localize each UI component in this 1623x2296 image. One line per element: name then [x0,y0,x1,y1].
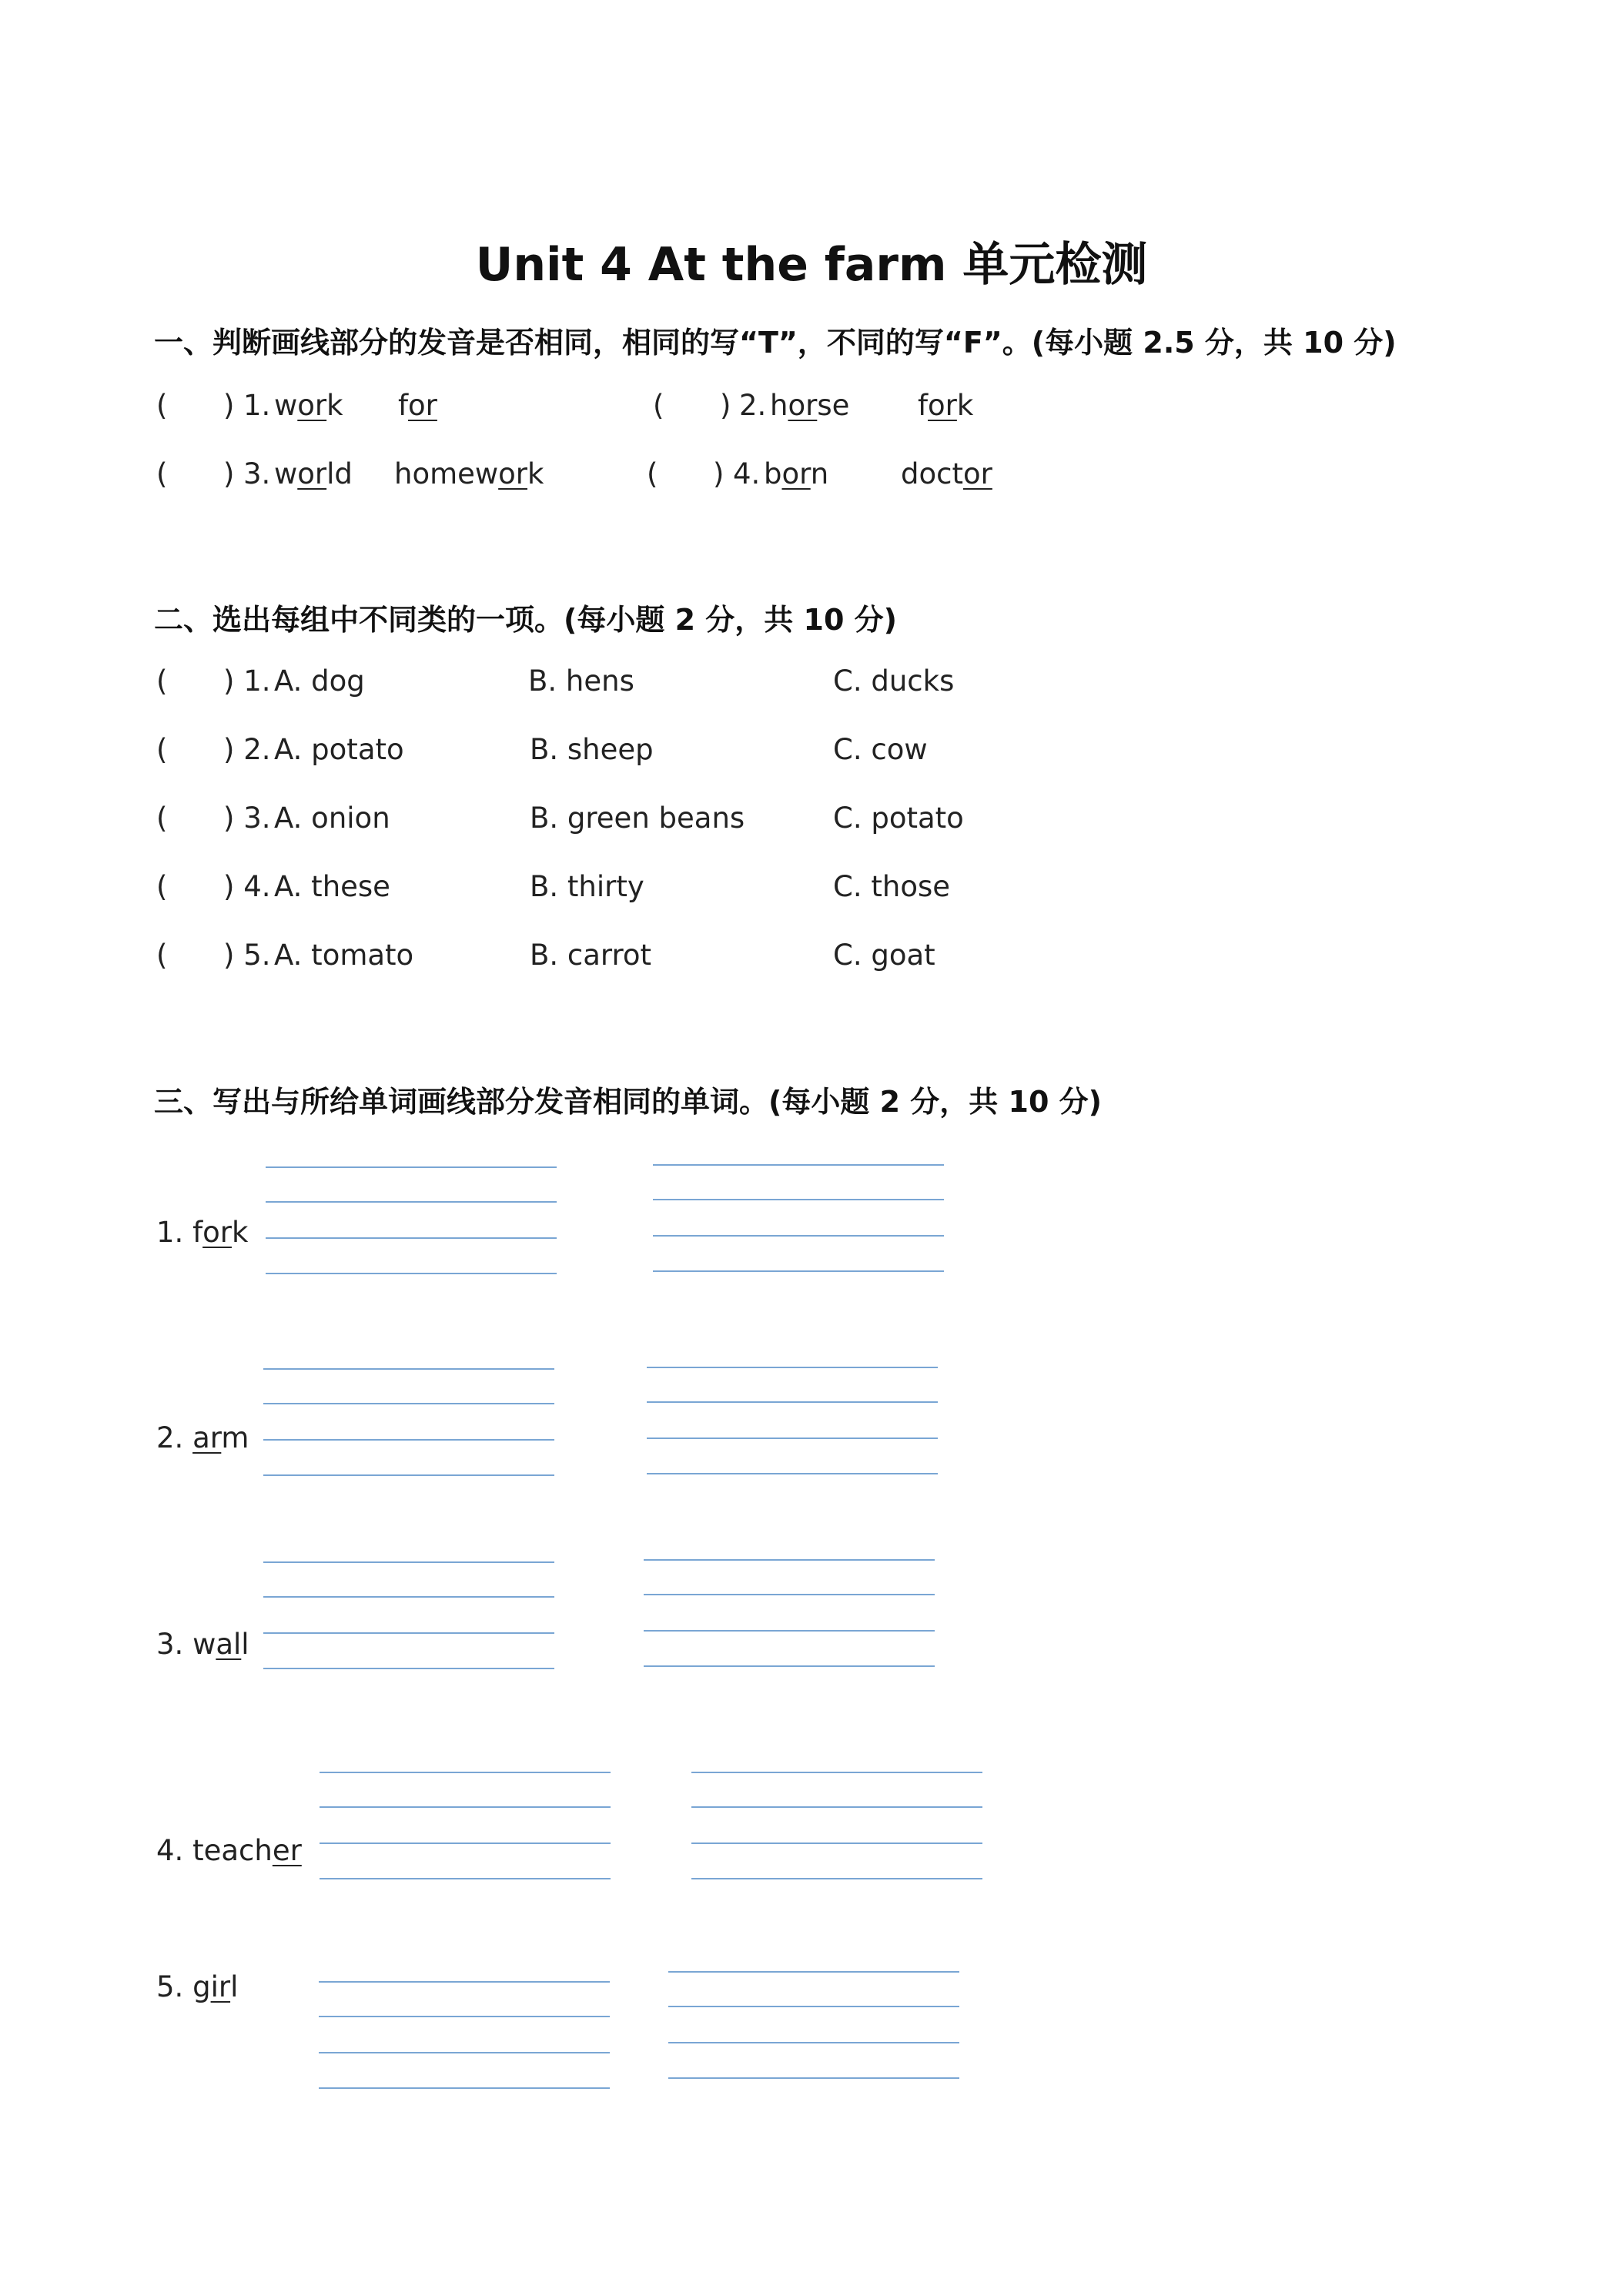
option-a: A. onion [274,802,390,835]
item-number: ) 3. [223,802,271,835]
writing-line[interactable] [644,1630,935,1632]
writing-line[interactable] [263,1632,554,1634]
writing-line[interactable] [668,1971,959,1973]
answer-paren-close: ) [720,389,731,422]
writing-line[interactable] [653,1235,944,1237]
answer-paren-open[interactable]: ( [647,457,658,490]
given-word: 5. girl [156,1970,239,2003]
writing-line[interactable] [647,1401,938,1403]
writing-line[interactable] [266,1237,557,1239]
writing-line[interactable] [653,1164,944,1166]
word-2: doctor [901,457,992,490]
writing-line[interactable] [263,1439,554,1441]
writing-line[interactable] [653,1199,944,1200]
option-c: C. cow [833,733,928,766]
answer-paren-close: ) [223,389,235,422]
option-c: C. potato [833,802,964,835]
writing-line[interactable] [668,2006,959,2007]
option-c: C. goat [833,939,935,972]
section2-heading: 二、选出每组中不同类的一项。(每小题 2 分，共 10 分) [154,603,897,637]
answer-paren-open[interactable]: ( [156,939,168,972]
item-number: 3. [243,457,271,490]
writing-line[interactable] [263,1474,554,1476]
writing-line[interactable] [691,1806,982,1808]
writing-line[interactable] [263,1668,554,1669]
writing-line[interactable] [647,1438,938,1439]
word-2: for [398,389,437,422]
writing-line[interactable] [266,1201,557,1203]
writing-line[interactable] [320,1806,611,1808]
item-number: ) 4. [223,870,271,903]
option-c: C. those [833,870,950,903]
writing-line[interactable] [319,2016,610,2017]
given-word: 1. fork [156,1216,249,1249]
option-c: C. ducks [833,664,955,698]
answer-paren-close: ) [713,457,724,490]
option-a: A. these [274,870,390,903]
writing-line[interactable] [644,1594,935,1595]
writing-line[interactable] [647,1367,938,1368]
item-number: ) 5. [223,939,271,972]
writing-line[interactable] [266,1166,557,1168]
writing-line[interactable] [668,2042,959,2043]
option-b: B. carrot [530,939,652,972]
writing-line[interactable] [320,1772,611,1773]
option-b: B. hens [528,664,634,698]
section1-heading: 一、判断画线部分的发音是否相同，相同的写“T”，不同的写“F”。(每小题 2.5 分，共 10 分) [154,326,1397,360]
item-number: ) 1. [223,664,271,698]
answer-paren-open[interactable]: ( [156,664,168,698]
writing-line[interactable] [691,1842,982,1844]
writing-line[interactable] [319,2087,610,2089]
given-word: 4. teacher [156,1834,302,1867]
section3-heading: 三、写出与所给单词画线部分发音相同的单词。(每小题 2 分，共 10 分) [154,1085,1102,1119]
writing-line[interactable] [644,1665,935,1667]
writing-line[interactable] [647,1473,938,1474]
answer-paren-open[interactable]: ( [653,389,664,422]
writing-line[interactable] [320,1842,611,1844]
writing-line[interactable] [266,1273,557,1274]
writing-line[interactable] [668,2077,959,2079]
answer-paren-open[interactable]: ( [156,870,168,903]
writing-line[interactable] [691,1878,982,1879]
writing-line[interactable] [263,1403,554,1404]
answer-paren-open[interactable]: ( [156,389,168,422]
item-number: ) 2. [223,733,271,766]
option-a: A. potato [274,733,404,766]
item-number: 1. [243,389,271,422]
given-word: 2. arm [156,1421,249,1454]
writing-line[interactable] [319,1981,610,1983]
answer-paren-open[interactable]: ( [156,457,168,490]
item-number: 2. [739,389,767,422]
item-number: 4. [733,457,761,490]
writing-line[interactable] [653,1270,944,1272]
option-a: A. dog [274,664,365,698]
answer-paren-open[interactable]: ( [156,733,168,766]
word-2: fork [918,389,974,422]
option-b: B. thirty [530,870,644,903]
option-a: A. tomato [274,939,414,972]
word-1: work [274,389,343,422]
answer-paren-close: ) [223,457,235,490]
word-2: homework [394,457,544,490]
option-b: B. sheep [530,733,654,766]
writing-line[interactable] [263,1368,554,1370]
writing-line[interactable] [263,1561,554,1563]
answer-paren-open[interactable]: ( [156,802,168,835]
writing-line[interactable] [319,2052,610,2053]
writing-line[interactable] [320,1878,611,1879]
writing-line[interactable] [644,1559,935,1561]
word-1: world [274,457,353,490]
given-word: 3. wall [156,1628,249,1661]
writing-line[interactable] [263,1596,554,1598]
word-1: horse [770,389,850,422]
word-1: born [764,457,829,490]
page-title: Unit 4 At the farm 单元检测 [475,238,1148,292]
writing-line[interactable] [691,1772,982,1773]
option-b: B. green beans [530,802,745,835]
